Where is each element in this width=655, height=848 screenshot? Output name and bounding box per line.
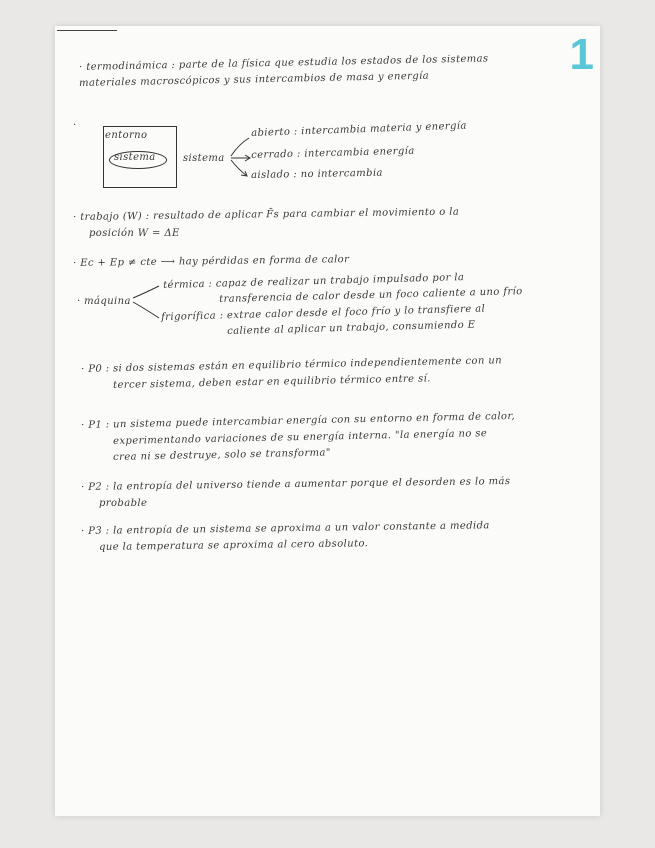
notebook-page xyxy=(55,26,600,816)
p2-line1: · P2 : la entropía del universo tiende a aumentar porque el desorden es lo más xyxy=(81,476,511,493)
sistema-label: sistema xyxy=(183,153,225,164)
frigorifica-line1: frigorífica : extrae calor desde el foco frío y lo transfiere al xyxy=(161,303,486,323)
termica-line2: transferencia de calor desde un foco caliente a uno frío xyxy=(219,286,523,305)
p0-line1: · P0 : si dos sistemas están en equilibrio térmico independientemente con un xyxy=(81,355,503,375)
def-termodinamica-line1: · termodinámica : parte de la física que estudia los estados de los sistemas xyxy=(79,53,489,73)
page-number: 1 xyxy=(569,30,594,79)
aislado-text: aislado : no intercambia xyxy=(251,167,383,181)
sistema-oval-label: sistema xyxy=(114,152,156,163)
p0-line2: tercer sistema, deben estar en equilibrio térmico entre sí. xyxy=(113,373,431,391)
p1-line3: crea ni se destruye, solo se transforma" xyxy=(113,447,331,463)
def-termodinamica-line2: materiales macroscópicos y sus intercambios de masa y energía xyxy=(79,70,430,89)
p1-line1: · P1 : un sistema puede intercambiar energía con su entorno en forma de calor, xyxy=(81,410,516,431)
abierto-text: abierto : intercambia materia y energía xyxy=(251,120,467,139)
maquina-label: · máquina xyxy=(77,296,131,307)
energia-line: · Ec + Ep ≠ cte ⟶ hay pérdidas en forma de calor xyxy=(73,254,350,269)
p2-line2: probable xyxy=(99,498,148,509)
trabajo-line1: · trabajo (W) : resultado de aplicar F̄s para cambiar el movimiento o la xyxy=(73,206,460,223)
p3-line1: · P3 : la entropía de un sistema se aproxima a un valor constante a medida xyxy=(81,520,490,537)
p3-line2: que la temperatura se aproxima al cero absoluto. xyxy=(99,538,369,553)
entorno-label: entorno xyxy=(105,130,148,141)
trabajo-line2: posición W = ΔE xyxy=(89,228,180,239)
diagram-bullet: · xyxy=(73,120,77,131)
p1-line2: experimentando variaciones de su energía interna. "la energía no se xyxy=(113,428,488,447)
cerrado-text: cerrado : intercambia energía xyxy=(251,145,415,161)
frigorifica-line2: caliente al aplicar un trabajo, consumiendo E xyxy=(227,319,476,337)
termica-line1: térmica : capaz de realizar un trabajo impulsado por la xyxy=(163,272,465,291)
